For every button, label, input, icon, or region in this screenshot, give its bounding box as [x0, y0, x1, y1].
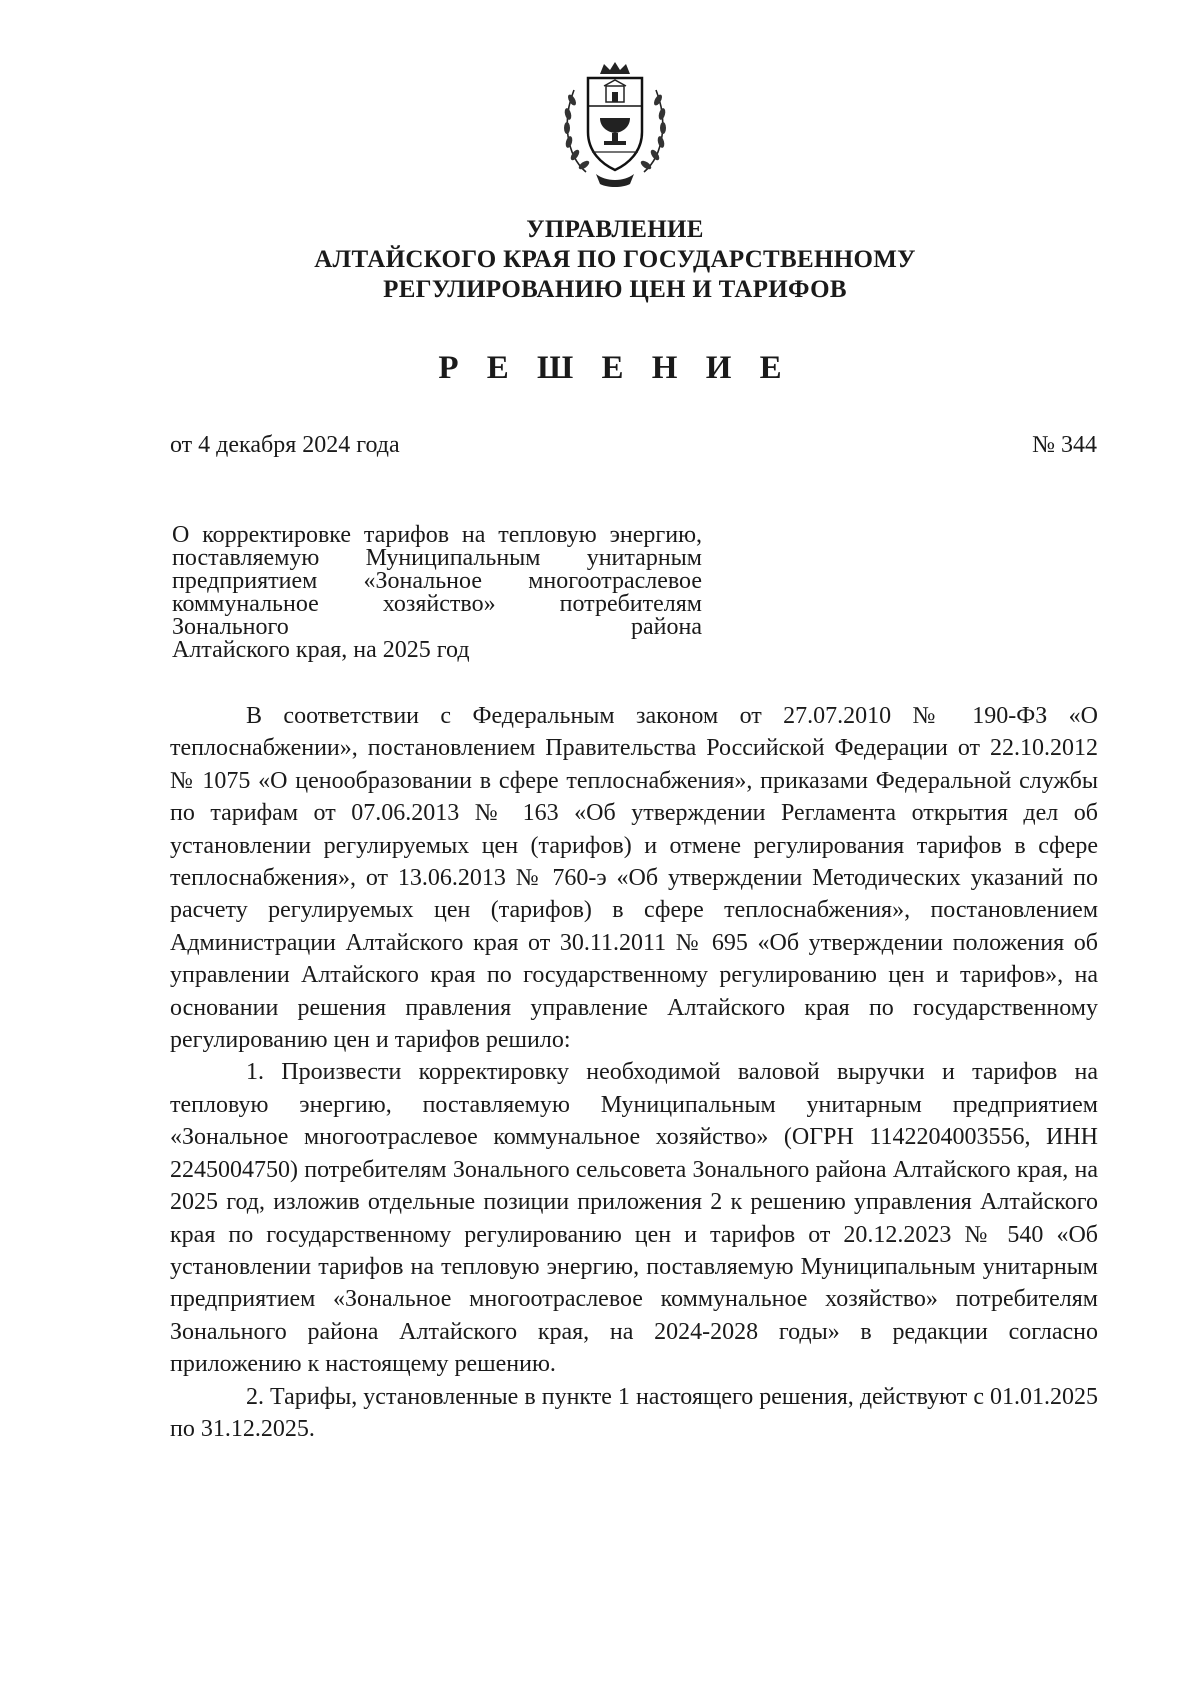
issuing-authority — [250, 215, 980, 305]
subject-last-line: Алтайского края, на 2025 год — [172, 637, 470, 663]
document-body — [170, 700, 1098, 1445]
subject-text: О корректировке тарифов на тепловую энергию, поставляемую Муниципальным унитарным предприятием «Зональное многоотраслевое коммунальное хозяйство» потребителям Зонального района — [172, 522, 702, 640]
clause-1-paragraph: 1. Произвести корректировку необходимой валовой выручки и тарифов на тепловую энергию, поставляемую Муниципальным унитарным предприятием «Зональное многоотраслевое коммунальное хозяйство» (ОГРН 1142204003556, ИНН 2245004750) потребителям Зонального сельсовета Зонального района Алтайского края, на 2025 год, изложив отдельные позиции приложения 2 к решению управления Алтайского края по государственному регулированию цен и тарифов от 20.12.2023 № 540 «Об установлении тарифов на тепловую энергию, поставляемую Муниципальным унитарным предприятием «Зональное многоотраслевое коммунальное хозяйство» потребителям Зонального района Алтайского края, на 2024-2028 годы» в редакции согласно приложению к настоящему решению. — [170, 1059, 1098, 1378]
altai-krai-coat-of-arms-icon — [556, 60, 674, 188]
document-subject — [172, 524, 702, 662]
document-number: № 344 — [1032, 432, 1097, 458]
authority-line: РЕГУЛИРОВАНИЮ ЦЕН И ТАРИФОВ — [383, 276, 847, 303]
document-date: от 4 декабря 2024 года — [170, 432, 400, 458]
clause-2-paragraph: 2. Тарифы, установленные в пункте 1 настоящего решения, действуют с 01.01.2025 по 31.12.2025. — [170, 1383, 1098, 1442]
document-type: Р Е Ш Е Н И Е — [438, 350, 792, 386]
authority-line: АЛТАЙСКОГО КРАЯ ПО ГОСУДАРСТВЕННОМУ — [314, 246, 916, 273]
preamble-paragraph: В соответствии с Федеральным законом от 27.07.2010 № 190-ФЗ «О теплоснабжении», постановлением Правительства Российской Федерации от 22.10.2012 № 1075 «О ценообразовании в сфере теплоснабжения», приказами Федеральной службы по тарифам от 07.06.2013 № 163 «Об утверждении Регламента открытия дел об установлении регулируемых цен (тарифов) и отмене регулирования тарифов в сфере теплоснабжения», от 13.06.2013 № 760-э «Об утверждении Методических указаний по расчету регулируемых цен (тарифов) в сфере теплоснабжения», постановлением Администрации Алтайского края от 30.11.2011 № 695 «Об утверждении положения об управлении Алтайского края по государственному регулированию цен и тарифов», на основании решения правления управление Алтайского края по государственному регулированию цен и тарифов решило: — [170, 703, 1098, 1054]
authority-line: УПРАВЛЕНИЕ — [526, 216, 704, 243]
